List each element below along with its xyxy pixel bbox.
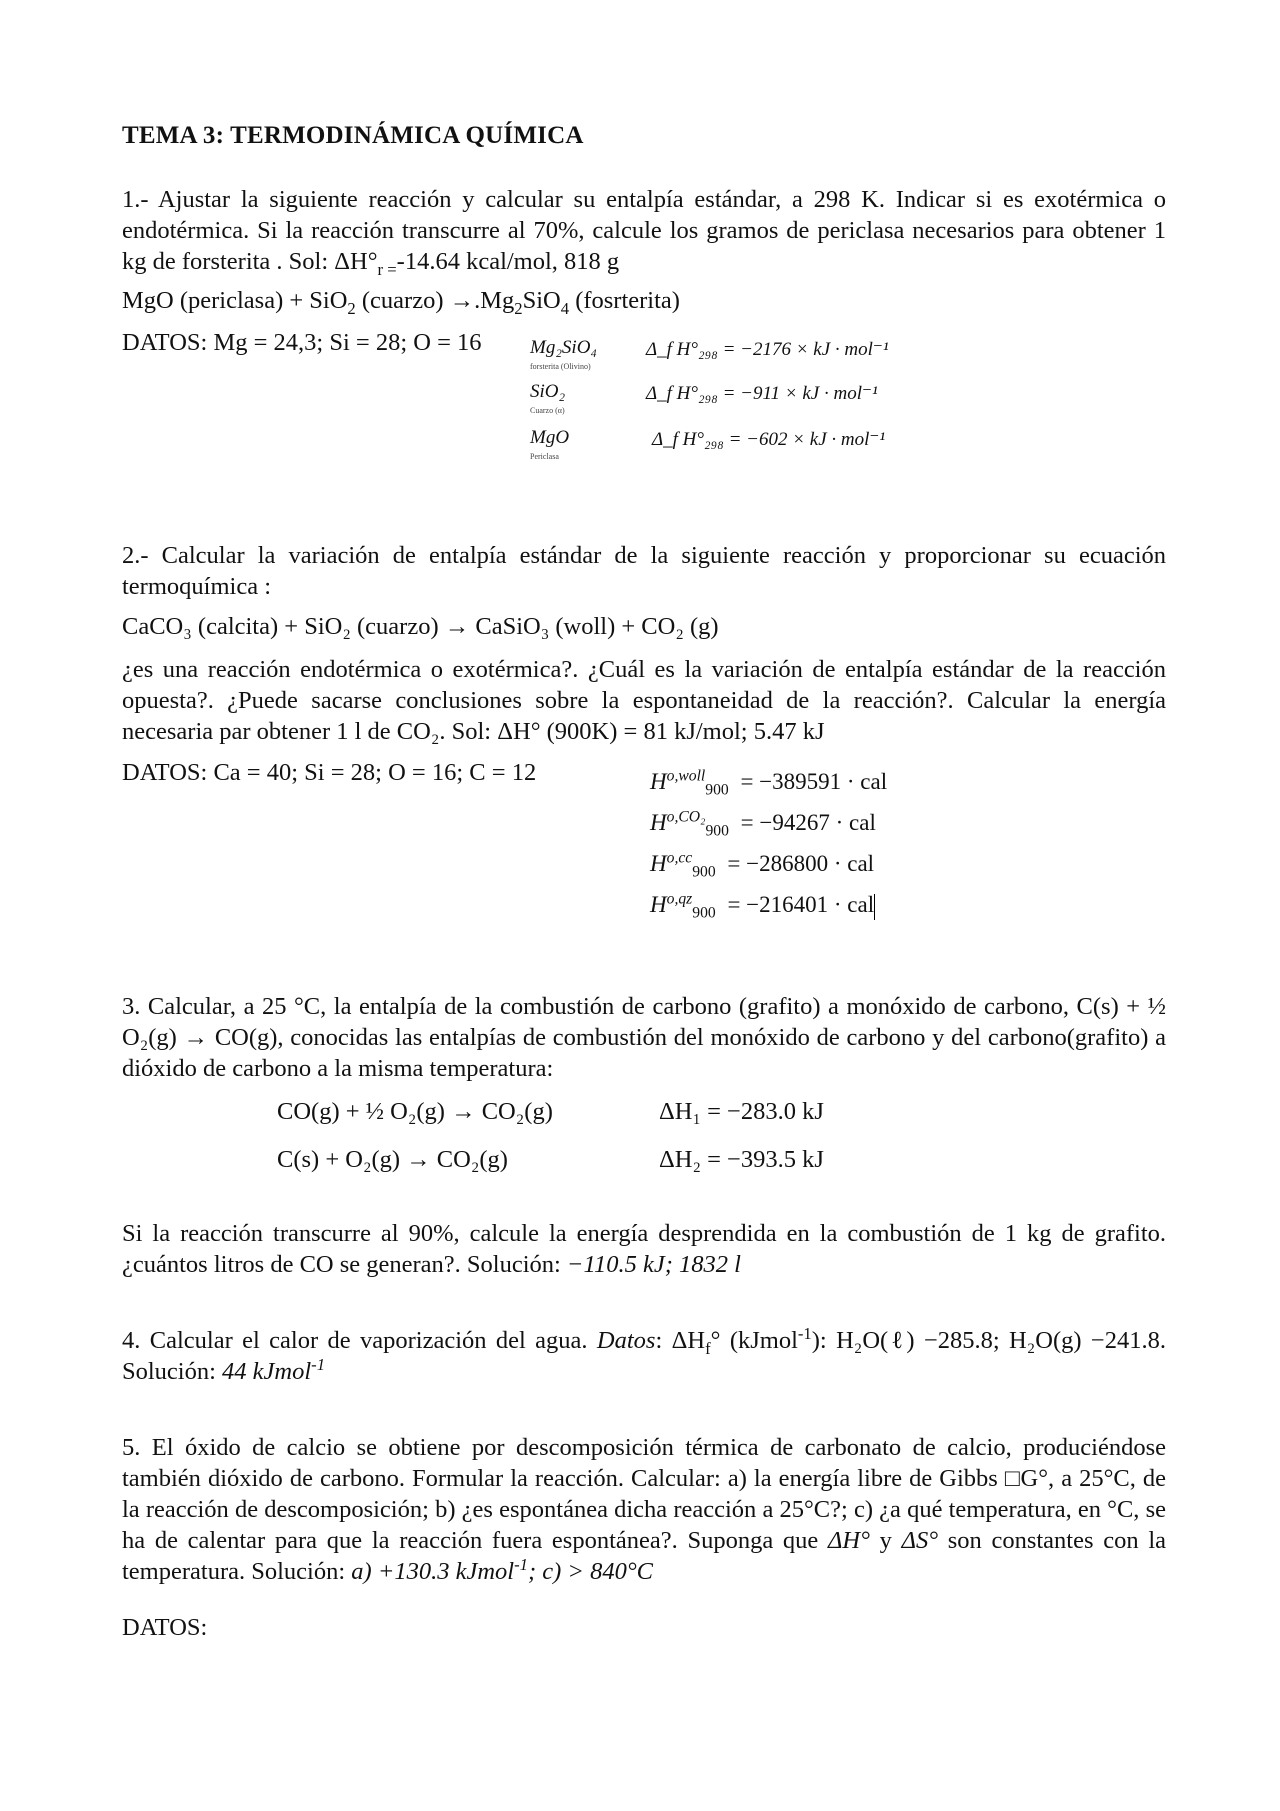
problem-1-text: 1.- Ajustar la siguiente reacción y calcular su entalpía estándar, a 298 K. Indicar si es exotérmica o endotérmica. Si la reacción transcurre al 70%, calcule los gramos de periclasa necesarios para obtener 1 kg de forsterita . Sol: ΔH°: [122, 186, 1166, 275]
problem-4-text: ° (kJmol: [710, 1327, 798, 1354]
problem-1-statement: [122, 184, 1166, 277]
equation-1: CO(g) + ½ O₂(g) → CO₂(g): [277, 1098, 553, 1125]
superscript: -1: [514, 1554, 528, 1574]
symbol: H: [650, 851, 667, 876]
reaction-sub: 2: [514, 298, 523, 318]
table-row: [530, 422, 569, 461]
problem-2-intro: 2.- Calcular la variación de entalpía estándar de la siguiente reacción y proporcionar su ecuación termoquímica :: [122, 542, 1166, 600]
subscript: 900: [692, 904, 716, 922]
problem-5-solution: a) +130.3 kJmol: [351, 1558, 515, 1585]
symbol: H: [650, 810, 667, 835]
problem-1-sol-sub: r =: [377, 259, 397, 279]
problem-5-solution: ; c) > 840°C: [527, 1558, 653, 1585]
page-title: TEMA 3: TERMODINÁMICA QUÍMICA: [122, 122, 584, 149]
species-label: MgO: [530, 427, 570, 448]
problem-5-statement: [122, 1432, 1166, 1587]
table-value: = −389591 · cal: [740, 769, 888, 794]
superscript: o,cc: [666, 849, 693, 867]
table-value: Δ_f H°₂₉₈ = −911 × kJ · mol⁻¹: [646, 383, 878, 404]
problem-5-text: 5. El óxido de calcio se obtiene por descomposición térmica de carbonato de calcio, produciéndose también dióxido de carbono. Formular la reacción. Calcular: a) la energía libre de Gibbs □G°, a 25°C, de la reacción de descomposición; b) ¿es espontánea dicha reacción a 25°C?; c) ¿a qué temperatura, en °C, se ha de calentar para que la reacción fuera espontánea?. Suponga que: [122, 1434, 1166, 1554]
table-value: = −286800 · cal: [727, 851, 875, 876]
table-row: [650, 807, 876, 838]
reaction-sub: 2: [347, 298, 356, 318]
table-value: = −94267 · cal: [740, 810, 876, 835]
reaction-sub: 4: [560, 298, 570, 318]
subscript: 900: [692, 863, 716, 881]
subscript: 900: [705, 781, 729, 799]
text-cursor: [874, 894, 875, 920]
table-value: Δ_f H°₂₉₈ = −602 × kJ · mol⁻¹: [652, 429, 886, 450]
superscript: -1: [797, 1323, 812, 1343]
problem-4-solution: 44 kJmol: [222, 1358, 312, 1385]
connector: y: [869, 1527, 902, 1554]
table-row: [650, 766, 887, 797]
problem-2-questions: ¿es una reacción endotérmica o exotérmica?. ¿Cuál es la variación de entalpía estándar de la reacción opuesta?. ¿Puede sacarse conclusiones sobre la espontaneidad de la reacción?. Calcular la energía necesaria par obtener 1 l de CO₂. Sol: ΔH° (900K) = 81 kJ/mol; 5.47 kJ: [122, 656, 1166, 745]
symbol: H: [650, 769, 667, 794]
species-note: Cuarzo (α): [530, 406, 565, 415]
table-row: [650, 848, 874, 879]
datos-label: Datos: [596, 1327, 656, 1354]
problem-3-follow-up: [122, 1218, 1166, 1280]
problem-1-sol-value: -14.64 kcal/mol, 818 g: [396, 248, 620, 275]
problem-3-solution: −110.5 kJ; 1832 l: [566, 1251, 741, 1278]
problem-1-reaction: [122, 285, 1166, 316]
problem-2-datos: DATOS: Ca = 40; Si = 28; O = 16; C = 12: [122, 759, 537, 786]
table-value: Δ_f H°₂₉₈ = −2176 × kJ · mol⁻¹: [646, 339, 889, 360]
problem-4-statement: [122, 1325, 1166, 1387]
species-label: Mg₂SiO₄: [530, 337, 598, 358]
species-note: Periclasa: [530, 452, 559, 461]
table-row: [530, 332, 597, 371]
problem-1-datos: DATOS: Mg = 24,3; Si = 28; O = 16: [122, 329, 482, 356]
problem-4-text: ): H₂O(ℓ) −285.8; H₂O(g) −241.8. Solución:: [122, 1327, 1166, 1385]
entropy-symbol: ΔS°: [901, 1527, 939, 1554]
enthalpy-symbol: ΔH°: [828, 1527, 870, 1554]
problem-4-text: : ΔH: [655, 1327, 706, 1354]
table-row: [530, 376, 565, 415]
reaction-part: SiO: [522, 287, 561, 314]
table-value: = −216401 · cal: [727, 892, 875, 917]
superscript: o,CO₂: [666, 808, 706, 826]
species-note: forsterita (Olivino): [530, 362, 591, 371]
problem-3-intro: 3. Calcular, a 25 °C, la entalpía de la combustión de carbono (grafito) a monóxido de carbono, C(s) + ½ O₂(g) → CO(g), conocidas las entalpías de combustión del monóxido de carbono y del carbono(grafito) a dióxido de carbono a la misma temperatura:: [122, 993, 1166, 1082]
table-row: [650, 889, 875, 920]
reaction-part: (fosrterita): [569, 287, 680, 314]
reaction-part: MgO (periclasa) + SiO: [122, 287, 348, 314]
problem-1-formation-table: [530, 332, 950, 462]
subscript: 900: [705, 822, 729, 840]
superscript: o,qz: [666, 890, 693, 908]
species-label: SiO₂: [530, 381, 566, 402]
follow-up-text: Si la reacción transcurre al 90%, calcule la energía desprendida en la combustión de 1 kg de grafito. ¿cuántos litros de CO se generan?. Solución:: [122, 1220, 1166, 1278]
problem-2-enthalpy-table: [650, 766, 950, 936]
equation-2: C(s) + O₂(g) → CO₂(g): [277, 1146, 508, 1173]
reaction-part: (cuarzo) →.Mg: [355, 287, 515, 314]
superscript: -1: [311, 1354, 326, 1374]
problem-4-text: 4. Calcular el calor de vaporización del agua.: [122, 1327, 597, 1354]
final-datos-label: DATOS:: [122, 1614, 208, 1641]
subscript: f: [705, 1338, 711, 1358]
superscript: o,woll: [666, 767, 706, 785]
symbol: H: [650, 892, 667, 917]
enthalpy-1: ΔH₁ = −283.0 kJ: [659, 1098, 824, 1125]
enthalpy-2: ΔH₂ = −393.5 kJ: [659, 1146, 824, 1173]
problem-2-reaction: CaCO₃ (calcita) + SiO₂ (cuarzo) → CaSiO₃ (woll) + CO₂ (g): [122, 613, 719, 640]
problem-5-text: son constantes con la temperatura. Solución:: [122, 1527, 1166, 1585]
